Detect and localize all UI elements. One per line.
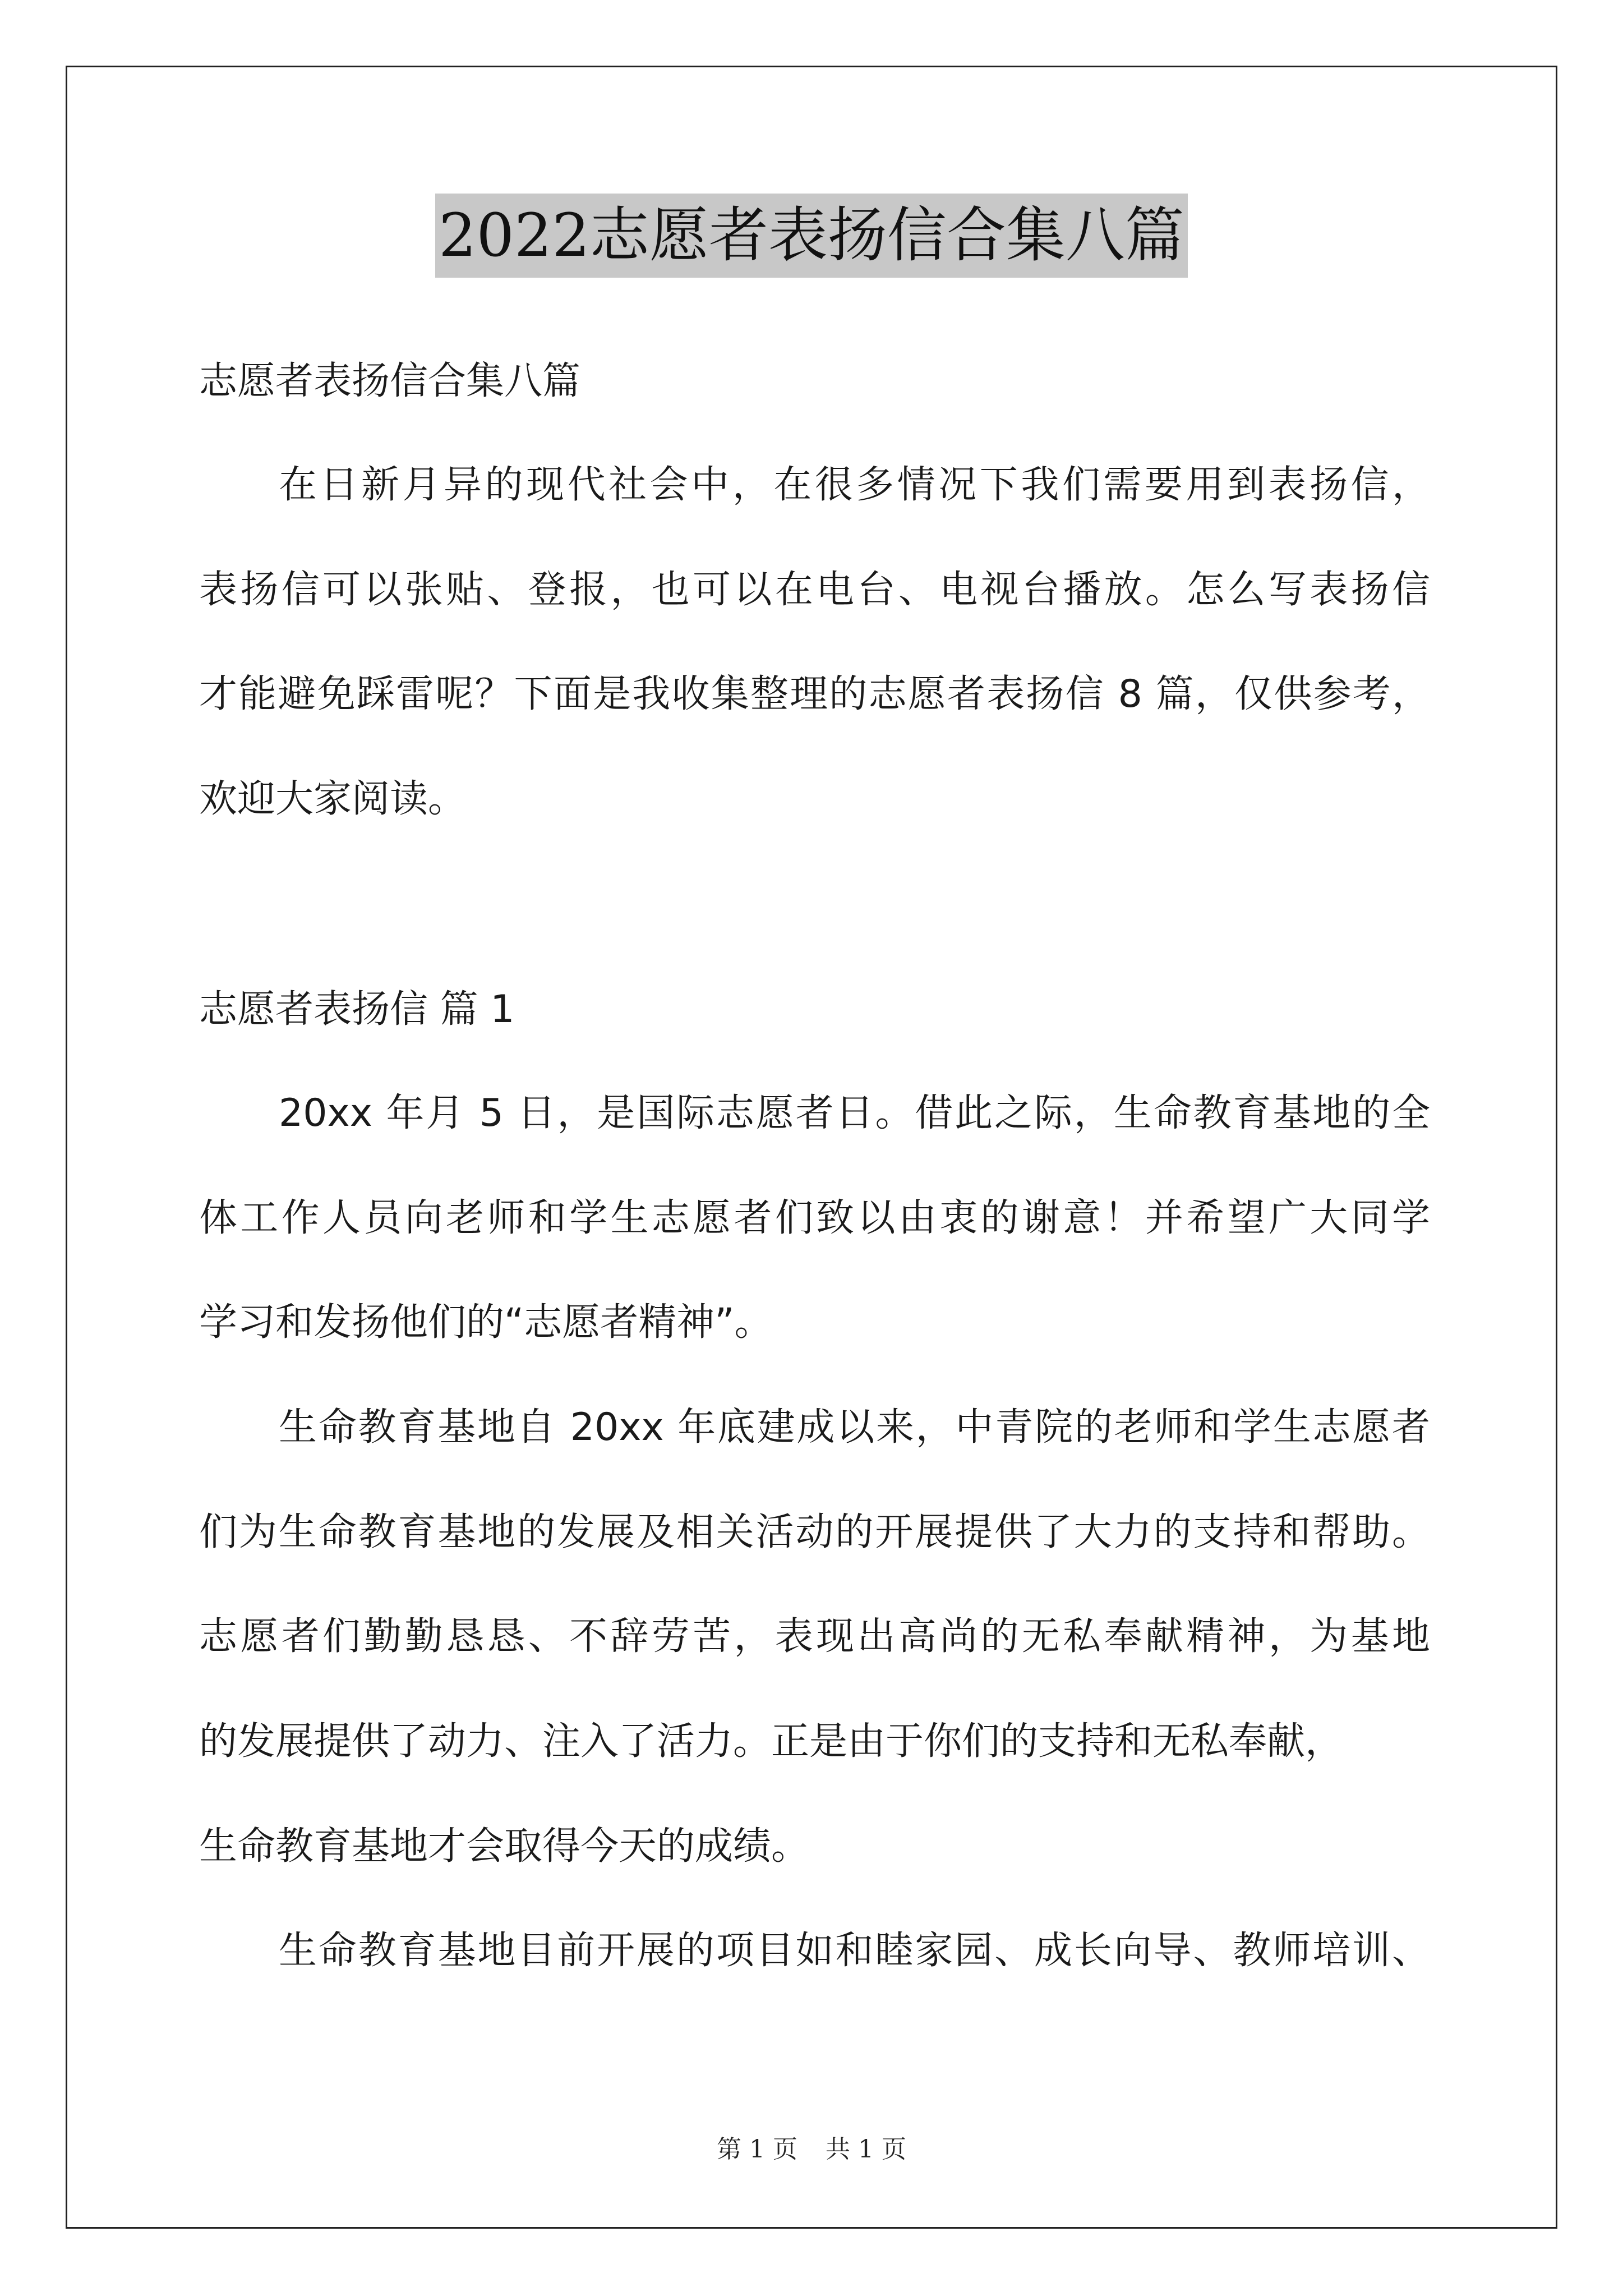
paragraph-line: 学习和发扬他们的“志愿者精神”。 <box>199 1300 773 1345</box>
page-number: 第 1 页 <box>717 2135 797 2164</box>
paragraph-line: 体工作人员向老师和学生志愿者们致以由衷的谢意！并希望广大同学 <box>199 1196 1430 1240</box>
paragraph-line: 生命教育基地自 20xx 年底建成以来，中青院的老师和学生志愿者 <box>279 1405 1430 1450</box>
document-title: 2022志愿者表扬信合集八篇 <box>435 194 1188 278</box>
intro-line: 欢迎大家阅读。 <box>199 777 467 821</box>
subtitle: 志愿者表扬信合集八篇 <box>199 359 581 403</box>
intro-line: 在日新月异的现代社会中，在很多情况下我们需要用到表扬信， <box>279 463 1430 507</box>
paragraph-line: 生命教育基地目前开展的项目如和睦家园、成长向导、教师培训、 <box>279 1929 1430 1973</box>
intro-line: 才能避免踩雷呢？下面是我收集整理的志愿者表扬信 8 篇，仅供参考， <box>199 672 1430 716</box>
paragraph-line: 们为生命教育基地的发展及相关活动的开展提供了大力的支持和帮助。 <box>199 1510 1430 1554</box>
page-total: 共 1 页 <box>826 2135 906 2164</box>
paragraph-line: 志愿者们勤勤恳恳、不辞劳苦，表现出高尚的无私奉献精神，为基地 <box>199 1614 1430 1659</box>
intro-line: 表扬信可以张贴、登报，也可以在电台、电视台播放。怎么写表扬信 <box>199 568 1430 612</box>
paragraph-line: 20xx 年月 5 日，是国际志愿者日。借此之际，生命教育基地的全 <box>279 1091 1430 1135</box>
title-container <box>0 194 1623 278</box>
section-heading: 志愿者表扬信 篇 1 <box>199 987 515 1032</box>
paragraph-line: 的发展提供了动力、注入了活力。正是由于你们的支持和无私奉献， <box>199 1719 1344 1764</box>
paragraph-line: 生命教育基地才会取得今天的成绩。 <box>199 1824 810 1869</box>
page-footer <box>0 2129 1623 2165</box>
